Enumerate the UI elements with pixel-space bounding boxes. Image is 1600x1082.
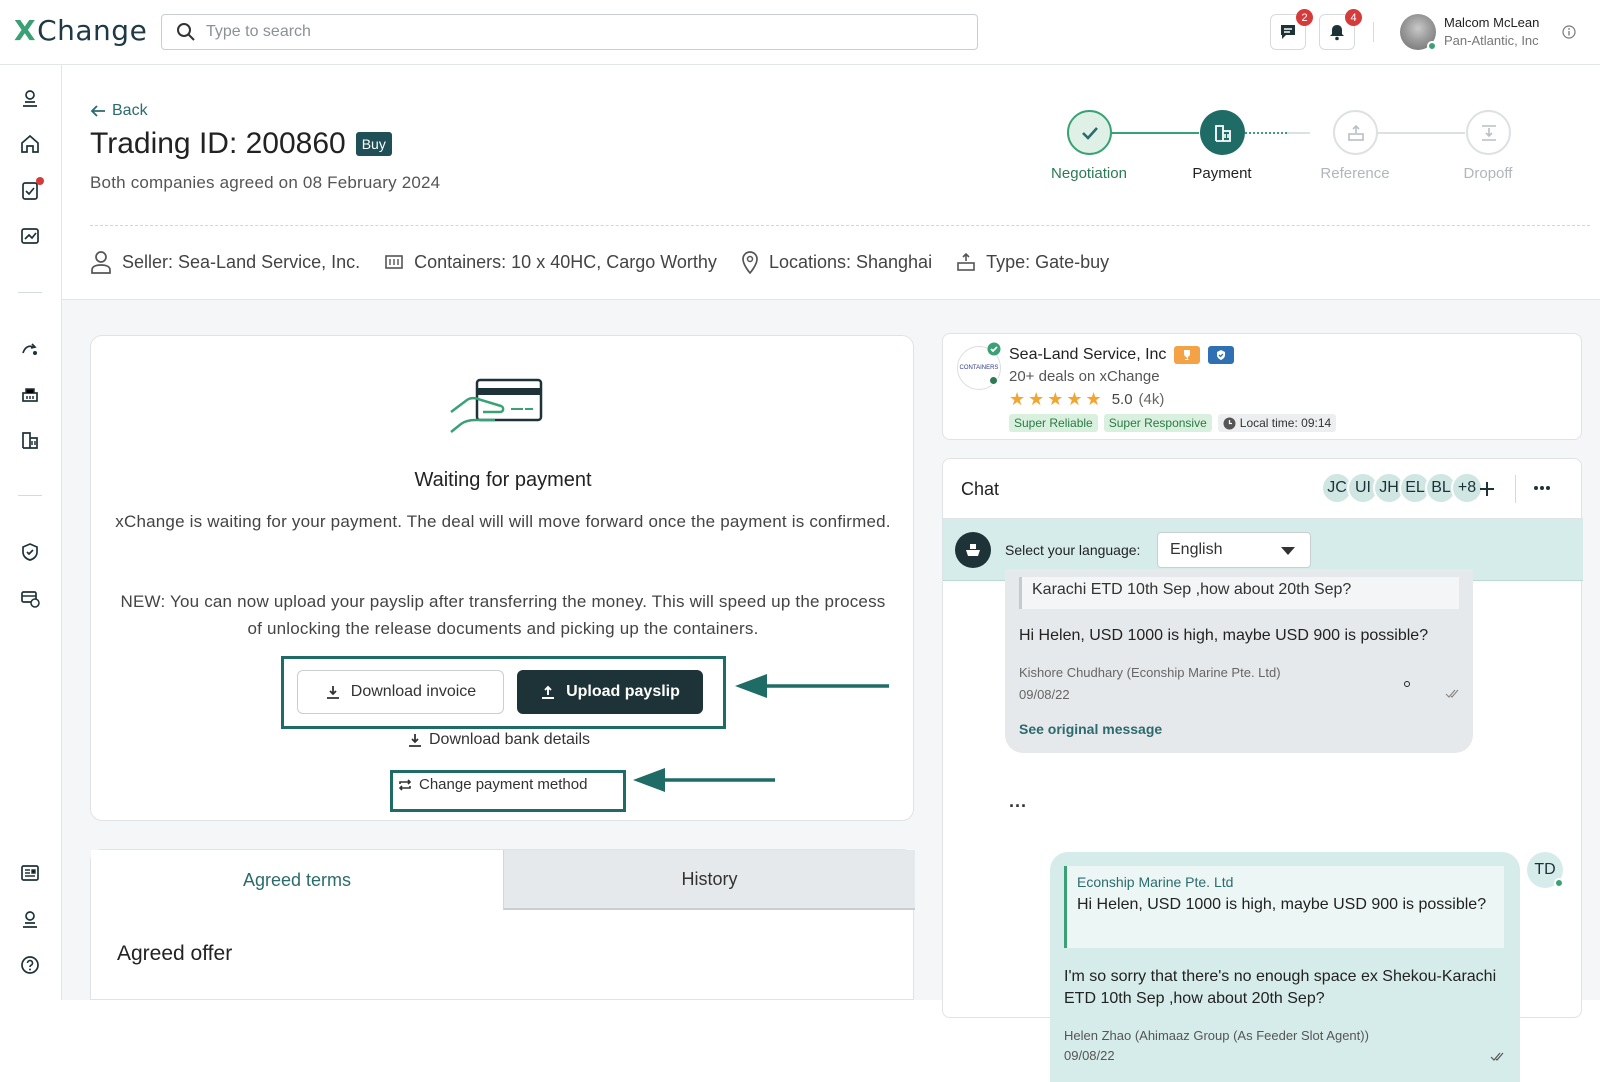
person-icon	[90, 250, 112, 274]
chat-message-received	[1005, 569, 1473, 753]
shield-check-icon	[20, 542, 40, 562]
download-icon	[407, 732, 423, 748]
bank-building-icon	[1212, 122, 1234, 144]
user-avatar[interactable]	[1400, 14, 1436, 50]
header-dashed-divider	[90, 225, 1590, 226]
step-reference[interactable]	[1333, 110, 1378, 155]
home-icon	[20, 134, 40, 154]
bell-icon	[1328, 23, 1346, 41]
info-icon[interactable]	[1562, 25, 1576, 39]
seller-logo[interactable]: CONTAINERS	[957, 346, 1001, 390]
step-label-payment: Payment	[1192, 165, 1252, 182]
seller-online-dot	[989, 376, 998, 385]
online-status-dot	[1554, 878, 1564, 888]
quoted-message: Econship Marine Pte. Ltd Hi Helen, USD 1000 is high, maybe USD 900 is possible?	[1064, 866, 1504, 948]
profile-badge-icon	[20, 88, 40, 108]
more-participants-count: +8	[1451, 472, 1483, 504]
chat-title: Chat	[961, 479, 1000, 499]
participant-avatar: EL	[1399, 472, 1431, 504]
search-icon	[176, 22, 196, 42]
route-icon	[20, 338, 40, 358]
user-company: Pan-Atlantic, Inc	[1444, 33, 1539, 48]
agreed-terms-panel	[90, 849, 914, 1000]
participant-avatar: BL	[1425, 472, 1457, 504]
sidebar-divider	[18, 292, 42, 293]
messages-badge: 2	[1296, 9, 1313, 26]
sidebar-item-insurance[interactable]	[18, 540, 42, 564]
cursor-dot	[1404, 681, 1410, 687]
gate-buy-icon	[956, 252, 976, 272]
swap-arrows-icon	[397, 777, 413, 793]
agreed-offer-heading: Agreed offer	[117, 942, 233, 965]
seller-profile-card	[942, 333, 1582, 440]
rating-stars: ★★★★★	[1009, 389, 1105, 409]
chat-icon	[1279, 23, 1297, 41]
message-actions-icon[interactable]: ...	[1009, 791, 1028, 811]
step-label-dropoff: Dropoff	[1463, 165, 1513, 182]
message-author: Helen Zhao (Ahimaaz Group (As Feeder Slot Agent))	[1064, 1028, 1369, 1043]
container-icon	[384, 253, 404, 271]
chat-header	[943, 459, 1583, 519]
step-payment[interactable]	[1200, 110, 1245, 155]
meta-seller: Seller: Sea-Land Service, Inc.	[90, 250, 360, 274]
chevron-down-icon	[1280, 546, 1296, 556]
message-date: 09/08/22	[1064, 1048, 1115, 1063]
seller-deal-count: 20+ deals on xChange	[1009, 368, 1160, 385]
help-circle-icon	[20, 955, 40, 975]
step-dropoff[interactable]	[1466, 110, 1511, 155]
payment-status-card	[90, 335, 914, 821]
sidebar-item-tasks[interactable]	[18, 178, 42, 202]
meta-containers: Containers: 10 x 40HC, Cargo Worthy	[384, 252, 717, 273]
change-payment-method-link[interactable]: Change payment method	[397, 776, 587, 793]
seller-name[interactable]: Sea-Land Service, Inc	[1009, 346, 1234, 364]
container-stack-icon	[20, 384, 40, 404]
tab-agreed-terms[interactable]: Agreed terms	[91, 850, 503, 910]
deal-meta-row	[90, 250, 1133, 274]
seller-rating: ★★★★★ 5.0 (4k)	[1009, 389, 1165, 409]
sidebar-item-analytics[interactable]	[18, 224, 42, 248]
chat-header-divider	[1515, 475, 1516, 503]
add-participant-icon[interactable]	[1479, 481, 1495, 497]
language-select[interactable]: English	[1157, 532, 1311, 568]
deal-progress-stepper	[1042, 110, 1542, 200]
sidebar	[0, 65, 62, 1000]
sidebar-item-billing[interactable]	[18, 586, 42, 610]
more-options-icon[interactable]	[1533, 485, 1551, 491]
pointer-arrow-icon-2	[631, 766, 777, 794]
seller-local-time: Local time: 09:14	[1218, 414, 1336, 432]
sidebar-item-news[interactable]	[18, 861, 42, 885]
participant-avatar: JC	[1321, 472, 1353, 504]
download-bank-details-link[interactable]: Download bank details	[407, 731, 590, 749]
read-check-icon	[1445, 689, 1459, 699]
meta-type: Type: Gate-buy	[956, 252, 1109, 273]
step-connector-pending-2	[1378, 132, 1465, 134]
sidebar-item-help[interactable]	[18, 953, 42, 977]
user-badge-icon	[20, 909, 40, 929]
message-date: 09/08/22	[1019, 687, 1070, 702]
agreement-date-text: Both companies agreed on 08 February 2024	[90, 173, 441, 192]
sidebar-divider-2	[18, 495, 42, 496]
sidebar-item-payments[interactable]	[18, 428, 42, 452]
seller-tags	[1009, 414, 1336, 432]
notifications-button[interactable]	[1319, 11, 1357, 50]
tasks-alert-dot	[36, 177, 44, 185]
chat-message-sent	[1050, 852, 1520, 1082]
tag-super-reliable: Super Reliable	[1009, 414, 1098, 432]
main-content	[62, 65, 1600, 1063]
sidebar-item-account[interactable]	[18, 907, 42, 931]
user-name[interactable]: Malcom McLean	[1444, 15, 1540, 30]
upload-payslip-button[interactable]: Upload payslip	[517, 670, 703, 714]
chart-board-icon	[20, 226, 40, 246]
xchange-logo[interactable]: XChange	[14, 14, 148, 47]
step-label-reference: Reference	[1320, 165, 1390, 182]
arrow-left-icon	[90, 104, 106, 118]
checkmark-icon	[1079, 122, 1101, 144]
ship-icon	[955, 532, 991, 568]
clock-icon	[1223, 417, 1236, 430]
trophy-icon	[1174, 346, 1200, 364]
sidebar-item-home[interactable]	[18, 132, 42, 156]
pointer-arrow-icon	[733, 672, 893, 700]
sidebar-item-profile[interactable]	[18, 86, 42, 110]
location-pin-icon	[741, 250, 759, 274]
messages-button[interactable]	[1270, 11, 1308, 50]
step-connector-done	[1112, 132, 1199, 134]
shield-badge-icon	[1208, 346, 1234, 364]
payslip-notice-text: NEW: You can now upload your payslip after transferring the money. This will speed up the process of unlocking the release documents and picking up the containers.	[120, 592, 886, 638]
sender-avatar: TD	[1527, 852, 1563, 888]
search-box[interactable]	[161, 14, 978, 50]
see-original-link[interactable]: See original message	[1019, 721, 1163, 737]
back-link[interactable]: Back	[90, 102, 148, 120]
quoted-message: Karachi ETD 10th Sep ,how about 20th Sep?	[1019, 577, 1459, 609]
chat-participants[interactable]	[1327, 472, 1483, 504]
download-invoice-button[interactable]: Download invoice	[297, 670, 504, 714]
upload-icon	[540, 684, 556, 700]
sidebar-item-routes[interactable]	[18, 336, 42, 360]
payment-status-heading: Waiting for payment	[414, 469, 592, 491]
participant-avatar: UI	[1347, 472, 1379, 504]
newspaper-icon	[20, 863, 40, 883]
download-icon	[325, 684, 341, 700]
read-check-icon	[1490, 1052, 1504, 1062]
language-label: Select your language:	[1005, 542, 1141, 558]
meta-locations: Locations: Shanghai	[741, 250, 932, 274]
payment-status-text: xChange is waiting for your payment. The deal will will move forward once the payment is confirmed.	[115, 512, 891, 531]
header-divider	[1373, 22, 1374, 42]
bank-building-icon	[20, 430, 40, 450]
step-connector-pending	[1287, 132, 1310, 134]
search-input[interactable]	[206, 23, 906, 41]
card-payment-illustration	[449, 376, 545, 436]
tab-history[interactable]: History	[503, 850, 915, 910]
step-connector-progress	[1245, 132, 1287, 134]
sidebar-item-containers[interactable]	[18, 382, 42, 406]
notifications-badge: 4	[1345, 9, 1362, 26]
message-text: Hi Helen, USD 1000 is high, maybe USD 900 is possible?	[1019, 627, 1429, 644]
page-title: Trading ID: 200860 Buy	[90, 127, 392, 161]
message-text: I'm so sorry that there's no enough space ex Shekou-Karachi ETD 10th Sep ,how about 20th Sep?	[1064, 968, 1497, 1007]
card-clock-icon	[20, 588, 40, 608]
verified-badge-icon	[987, 342, 1001, 356]
chat-panel	[942, 458, 1582, 1063]
deal-type-badge: Buy	[356, 132, 392, 156]
message-author: Kishore Chudhary (Econship Marine Pte. Ltd)	[1019, 665, 1281, 680]
tag-super-responsive: Super Responsive	[1104, 414, 1212, 432]
container-upload-icon	[1346, 123, 1366, 143]
container-download-icon	[1479, 123, 1499, 143]
participant-avatar: JH	[1373, 472, 1405, 504]
step-label-negotiation: Negotiation	[1051, 165, 1127, 182]
top-bar	[0, 0, 1600, 65]
online-status-dot	[1427, 41, 1437, 51]
step-negotiation[interactable]	[1067, 110, 1112, 155]
